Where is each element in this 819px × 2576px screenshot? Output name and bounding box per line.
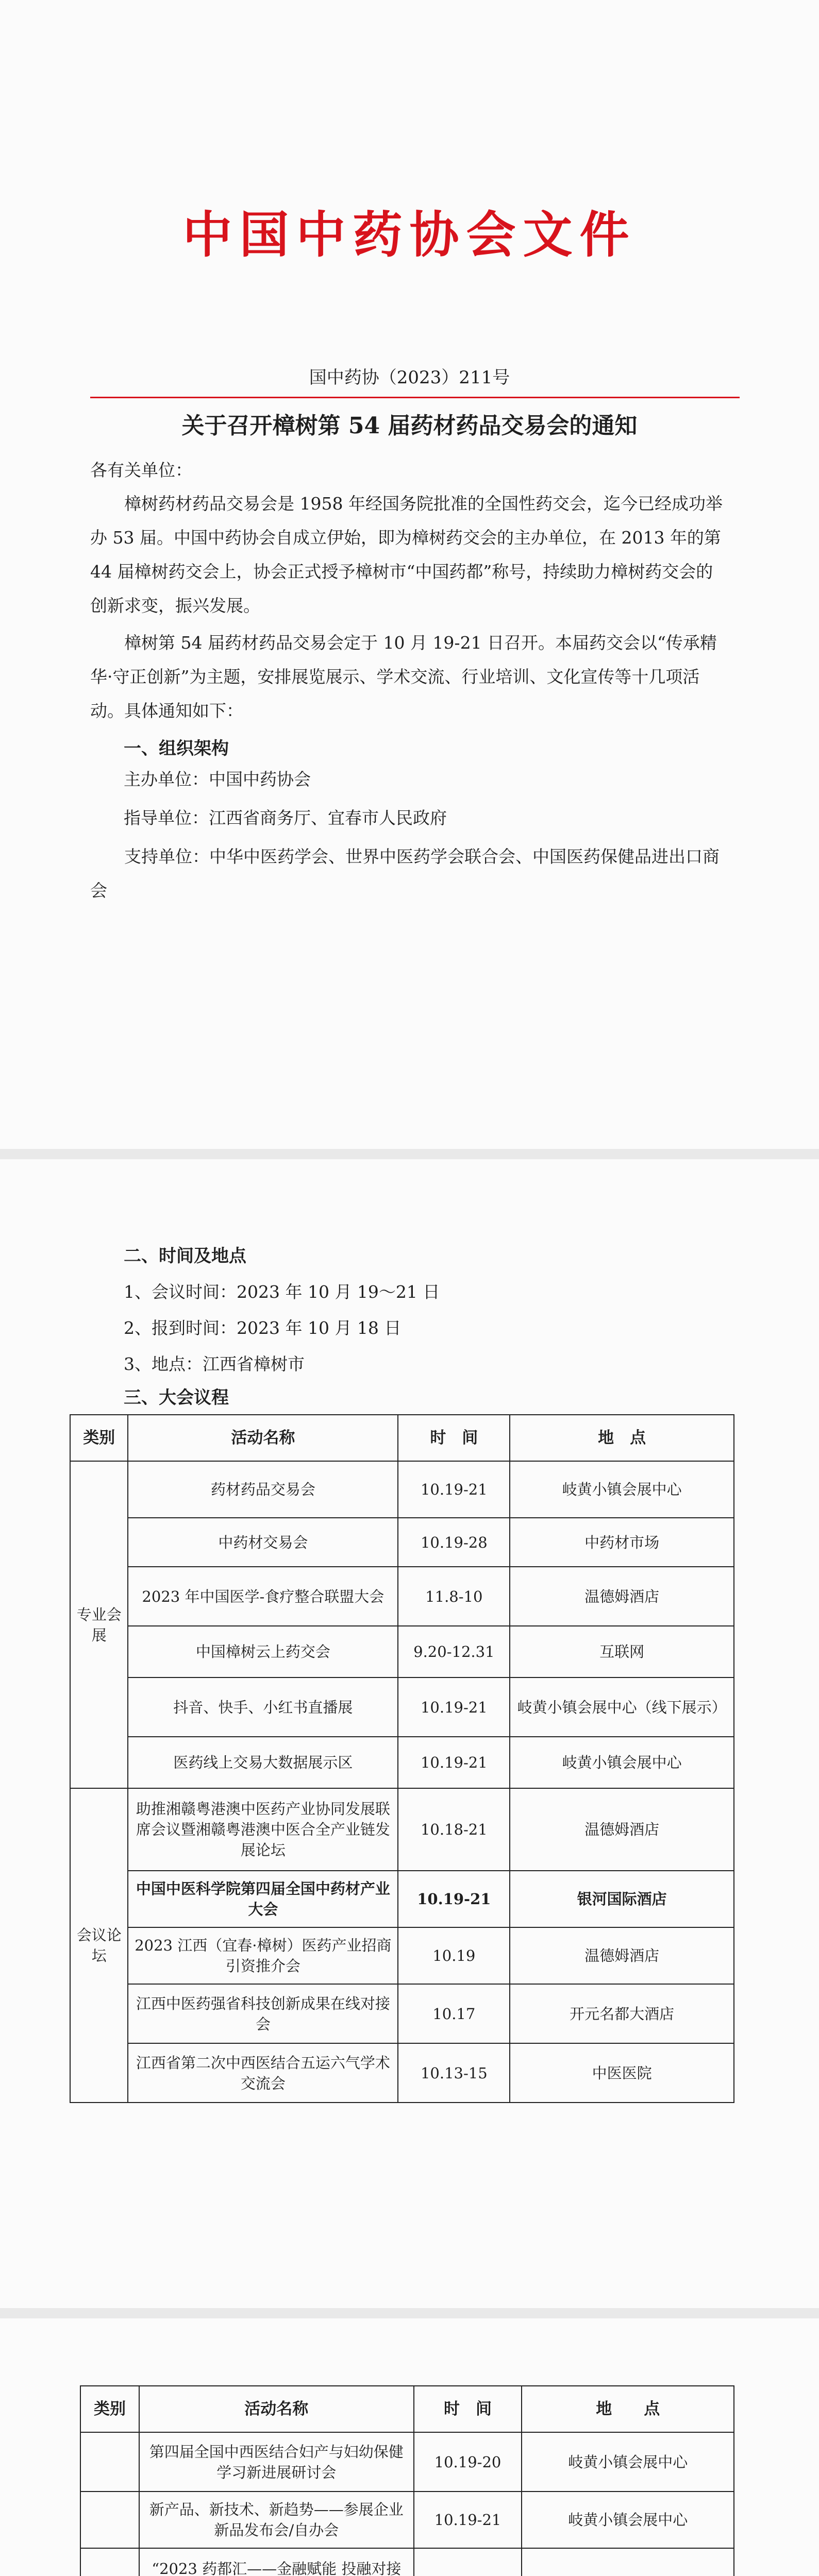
activity-place: 银河国际酒店	[510, 1871, 734, 1927]
activity-place: 温德姆酒店	[510, 1567, 734, 1626]
table-header-row	[80, 2386, 734, 2432]
section-time-heading: 二、时间及地点	[124, 1246, 246, 1266]
guide-unit: 指导单位：江西省商务厅、宜春市人民政府	[124, 808, 447, 828]
activity-time: 10.19-28	[398, 1518, 510, 1567]
activity-place: 中药材市场	[510, 1518, 734, 1567]
activity-name: 中国樟树云上药交会	[128, 1626, 398, 1677]
activity-time: 10.19-20	[414, 2432, 522, 2492]
category-forum: 会议论坛	[70, 1788, 128, 2103]
header-time: 时 间	[398, 1415, 510, 1461]
activity-time: 10.19	[398, 1927, 510, 1984]
activity-name: 2023 江西（宜春·樟树）医药产业招商引资推介会	[128, 1927, 398, 1984]
meeting-time: 1、会议时间：2023 年 10 月 19～21 日	[124, 1282, 440, 1302]
table-row	[70, 2043, 734, 2103]
activity-name: 药材药品交易会	[128, 1461, 398, 1518]
table-row	[70, 1871, 734, 1927]
page-3	[0, 2318, 819, 2576]
activity-place: 温德姆酒店	[510, 1788, 734, 1871]
category-empty	[80, 2492, 139, 2548]
category-empty	[80, 2432, 139, 2492]
activity-name: “2023 药都汇——金融赋能 投融对接	[139, 2548, 414, 2576]
agenda-table-2	[80, 2385, 734, 2576]
activity-time	[414, 2548, 522, 2576]
support-unit: 支持单位：中华中医药学会、世界中医药学会联合会、中国医药保健品进出口商会	[90, 846, 720, 901]
activity-name: 江西中医药强省科技创新成果在线对接会	[128, 1984, 398, 2043]
paragraph-schedule: 樟树第 54 届药材药品交易会定于 10 月 19-21 日召开。本届药交会以“传承精华·守正创新”为主题，安排展览展示、学术交流、行业培训、文化宣传等十几项活动。具体通知如下：	[90, 633, 717, 721]
table-row	[80, 2432, 734, 2492]
header-place: 地 点	[510, 1415, 734, 1461]
agenda-table-1	[70, 1414, 734, 2103]
header-time: 时 间	[414, 2386, 522, 2432]
activity-name: 江西省第二次中西医结合五运六气学术交流会	[128, 2043, 398, 2103]
activity-place: 岐黄小镇会展中心	[522, 2432, 734, 2492]
activity-name: 医药线上交易大数据展示区	[128, 1737, 398, 1788]
table-row	[70, 1927, 734, 1984]
activity-name: 抖音、快手、小红书直播展	[128, 1677, 398, 1737]
document-header-title: 中国中药协会文件	[182, 206, 637, 264]
activity-name: 第四届全国中西医结合妇产与妇幼保健学习新进展研讨会	[139, 2432, 414, 2492]
activity-time: 11.8-10	[398, 1567, 510, 1626]
page-1	[0, 0, 819, 1149]
header-category: 类别	[80, 2386, 139, 2432]
host-unit: 主办单位：中国中药协会	[124, 769, 311, 789]
activity-place: 岐黄小镇会展中心	[522, 2492, 734, 2548]
activity-time: 10.17	[398, 1984, 510, 2043]
activity-time: 10.19-21	[414, 2492, 522, 2548]
header-activity: 活动名称	[128, 1415, 398, 1461]
activity-time: 10.18-21	[398, 1788, 510, 1871]
header-place: 地 点	[522, 2386, 734, 2432]
table-row	[70, 1737, 734, 1788]
activity-place: 岐黄小镇会展中心（线下展示）	[510, 1677, 734, 1737]
activity-name: 中国中医科学院第四届全国中药材产业大会	[128, 1871, 398, 1927]
activity-time: 10.19-21	[398, 1677, 510, 1737]
activity-name: 2023 年中国医学-食疗整合联盟大会	[128, 1567, 398, 1626]
table-row	[70, 1984, 734, 2043]
activity-name: 中药材交易会	[128, 1518, 398, 1567]
table-row	[80, 2492, 734, 2548]
table-row	[70, 1518, 734, 1567]
page-2	[0, 1159, 819, 2308]
activity-time: 9.20-12.31	[398, 1626, 510, 1677]
registration-time: 2、报到时间：2023 年 10 月 18 日	[124, 1318, 402, 1338]
table-row	[70, 1677, 734, 1737]
paragraph-intro: 樟树药材药品交易会是 1958 年经国务院批准的全国性药交会，迄今已经成功举办 53 届。中国中药协会自成立伊始，即为樟树药交会的主办单位，在 2013 年的第 44 届樟树药交会上，协会正式授予樟树市“中国药都”称号，持续助力樟树药交会的创新求变，振兴发展。	[90, 494, 723, 616]
activity-place: 温德姆酒店	[510, 1927, 734, 1984]
activity-place	[522, 2548, 734, 2576]
red-divider	[90, 397, 740, 398]
activity-time: 10.19-21	[398, 1461, 510, 1518]
table-row	[80, 2548, 734, 2576]
activity-name: 新产品、新技术、新趋势——参展企业新品发布会/自办会	[139, 2492, 414, 2548]
activity-place: 岐黄小镇会展中心	[510, 1737, 734, 1788]
section-agenda-heading: 三、大会议程	[124, 1387, 229, 1408]
activity-place: 开元名都大酒店	[510, 1984, 734, 2043]
table-row	[70, 1788, 734, 1871]
salutation: 各有关单位：	[90, 460, 192, 480]
activity-time: 10.19-21	[398, 1871, 510, 1927]
header-category: 类别	[70, 1415, 128, 1461]
category-empty	[80, 2548, 139, 2576]
category-exhibit: 专业会展	[70, 1461, 128, 1788]
document-number: 国中药协（2023）211号	[309, 367, 510, 388]
section-organization-heading: 一、组织架构	[124, 738, 229, 759]
activity-time: 10.13-15	[398, 2043, 510, 2103]
activity-name: 助推湘赣粤港澳中医药产业协同发展联席会议暨湘赣粤港澳中医合全产业链发展论坛	[128, 1788, 398, 1871]
header-activity: 活动名称	[139, 2386, 414, 2432]
notice-title: 关于召开樟树第 54 届药材药品交易会的通知	[181, 413, 638, 439]
table-header-row	[70, 1415, 734, 1461]
activity-time: 10.19-21	[398, 1737, 510, 1788]
table-row	[70, 1461, 734, 1518]
table-row	[70, 1626, 734, 1677]
activity-place: 岐黄小镇会展中心	[510, 1461, 734, 1518]
activity-place: 互联网	[510, 1626, 734, 1677]
table-row	[70, 1567, 734, 1626]
activity-place: 中医医院	[510, 2043, 734, 2103]
meeting-place: 3、地点：江西省樟树市	[124, 1354, 305, 1374]
